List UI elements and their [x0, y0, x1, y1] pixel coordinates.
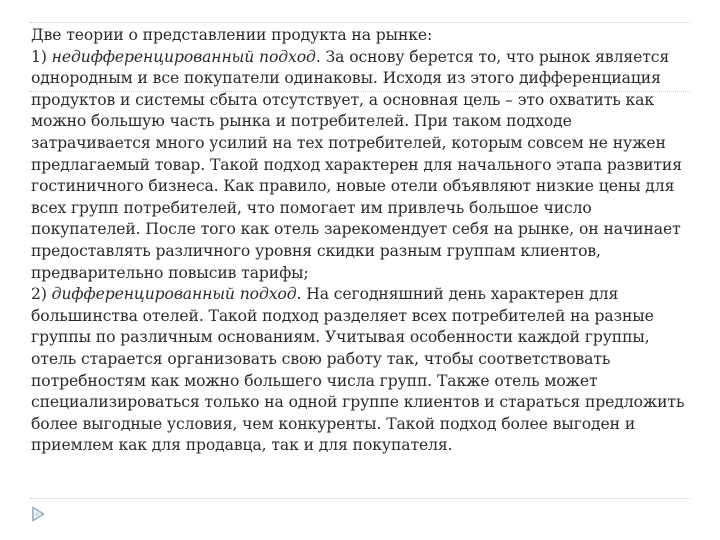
top-divider: [30, 22, 690, 23]
item-2-text: . На сегодняшний день характерен для большинства отелей. Такой подход разделяет всех потребителей на разные группы по различным основаниям. Учитывая особенности каждой группы, отель старается организовать свою работу так, чтобы соответствовать потребностям как можно большего числа групп. Также отель может специализироваться только на одной группе клиентов и стараться предложить более выгодные условия, чем конкуренты. Такой подход более выгоден и приемлем как для продавца, так и для покупателя.: [31, 285, 685, 455]
play-arrow-icon[interactable]: [30, 506, 46, 522]
bottom-divider: [30, 498, 690, 499]
theory-item-1: [31, 47, 696, 285]
item-2-term: дифференцированный подход: [51, 285, 297, 304]
item-1-number: 1): [31, 47, 52, 66]
item-2-number: 2): [31, 285, 52, 304]
item-1-text: . За основу берется то, что рынок является однородным и все покупатели одинаковы. Исходя из этого дифференциация продуктов и системы сбыта отсутствует, а основная цель – это охватить как можно большую часть рынка и потребителей. При таком подходе затрачивается много усилий на тех потребителей, которым совсем не нужен предлагаемый товар. Такой подход характерен для начального этапа развития гостиничного бизнеса. Как правило, новые отели объявляют низкие цены для всех групп потребителей, что помогает им привлечь большое число покупателей. После того как отель зарекомендует себя на рынке, он начинает предоставлять различного уровня скидки разным группам клиентов, предварительно повысив тарифы;: [31, 47, 682, 282]
item-1-term: недифференцированный подход: [51, 47, 316, 66]
slide-heading: Две теории о представлении продукта на рынке:: [31, 26, 433, 44]
theory-item-2: [31, 284, 696, 457]
slide-body: [31, 25, 696, 457]
